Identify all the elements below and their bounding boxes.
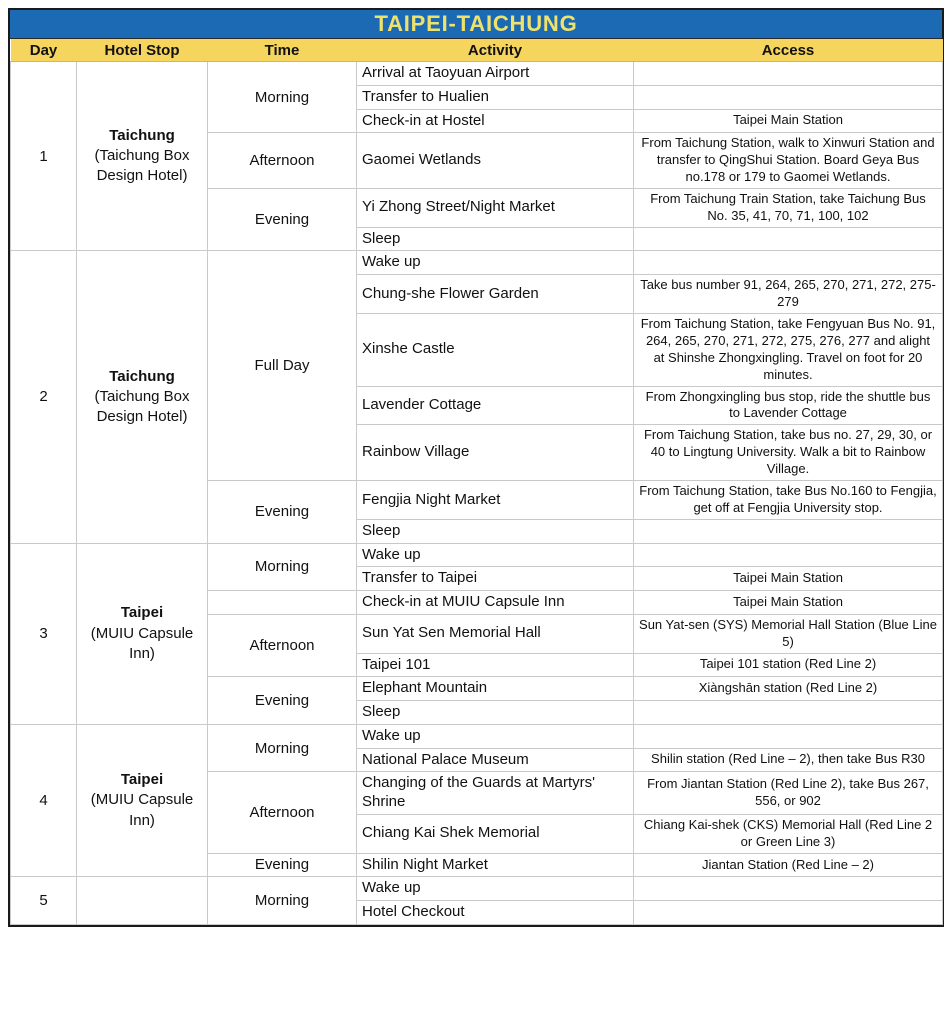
- access-cell: Take bus number 91, 264, 265, 270, 271, 272, 275-279: [634, 275, 943, 314]
- time-cell: Evening: [208, 677, 357, 725]
- day-cell: 2: [11, 251, 77, 543]
- hotel-name: Taipei: [120, 771, 164, 789]
- itinerary-row: [11, 877, 943, 901]
- column-header-day: Day: [11, 39, 77, 62]
- activity-cell: Wake up: [357, 724, 634, 748]
- activity-cell: Sun Yat Sen Memorial Hall: [357, 614, 634, 653]
- activity-cell: Arrival at Taoyuan Airport: [357, 62, 634, 86]
- hotel-detail: (Taichung Box Design Hotel): [94, 147, 190, 185]
- access-cell: [634, 519, 943, 543]
- activity-cell: Sleep: [357, 701, 634, 725]
- hotel-cell: [77, 62, 208, 251]
- time-cell: Full Day: [208, 251, 357, 481]
- access-cell: From Jiantan Station (Red Line 2), take Bus 267, 556, or 902: [634, 772, 943, 815]
- activity-cell: Check-in at Hostel: [357, 109, 634, 133]
- access-cell: [634, 227, 943, 251]
- access-cell: Taipei Main Station: [634, 591, 943, 615]
- itinerary-row: [11, 724, 943, 748]
- access-cell: Taipei Main Station: [634, 109, 943, 133]
- access-cell: [634, 701, 943, 725]
- column-header-access: Access: [634, 39, 943, 62]
- activity-cell: Changing of the Guards at Martyrs' Shrine: [357, 772, 634, 815]
- itinerary-row: [11, 251, 943, 275]
- time-cell: Afternoon: [208, 772, 357, 853]
- access-cell: [634, 724, 943, 748]
- header-row: [11, 39, 943, 62]
- access-cell: Chiang Kai-shek (CKS) Memorial Hall (Red Line 2 or Green Line 3): [634, 814, 943, 853]
- access-cell: [634, 251, 943, 275]
- itinerary-row: [11, 62, 943, 86]
- column-header-time: Time: [208, 39, 357, 62]
- activity-cell: Wake up: [357, 543, 634, 567]
- activity-cell: Wake up: [357, 877, 634, 901]
- itinerary-row: [11, 543, 943, 567]
- day-cell: 4: [11, 724, 77, 877]
- access-cell: From Taichung Station, take Fengyuan Bus No. 91, 264, 265, 270, 271, 272, 275, 276, 277 and alight at Shinshe Zhongxingling. Travel on foot for 20 minutes.: [634, 313, 943, 386]
- access-cell: Shilin station (Red Line – 2), then take Bus R30: [634, 748, 943, 772]
- hotel-name: Taichung: [109, 367, 175, 385]
- activity-cell: Gaomei Wetlands: [357, 133, 634, 189]
- hotel-cell: [77, 543, 208, 724]
- access-cell: From Taichung Station, walk to Xinwuri Station and transfer to QingShui Station. Board Geya Bus no.178 or 179 to Gaomei Wetlands.: [634, 133, 943, 189]
- activity-cell: Sleep: [357, 519, 634, 543]
- activity-cell: Rainbow Village: [357, 425, 634, 481]
- activity-cell: Shilin Night Market: [357, 853, 634, 877]
- activity-cell: Taipei 101: [357, 653, 634, 677]
- column-header-hotel-stop: Hotel Stop: [77, 39, 208, 62]
- access-cell: [634, 85, 943, 109]
- hotel-cell: [77, 724, 208, 877]
- activity-cell: Fengjia Night Market: [357, 481, 634, 520]
- time-cell: Afternoon: [208, 614, 357, 677]
- access-cell: Taipei Main Station: [634, 567, 943, 591]
- itinerary-table-frame: [8, 8, 944, 927]
- activity-cell: Sleep: [357, 227, 634, 251]
- activity-cell: National Palace Museum: [357, 748, 634, 772]
- access-cell: [634, 901, 943, 925]
- activity-cell: Elephant Mountain: [357, 677, 634, 701]
- access-cell: [634, 877, 943, 901]
- hotel-cell: [77, 251, 208, 543]
- hotel-name: Taichung: [109, 126, 175, 144]
- activity-cell: Xinshe Castle: [357, 313, 634, 386]
- access-cell: Sun Yat-sen (SYS) Memorial Hall Station (Blue Line 5): [634, 614, 943, 653]
- activity-cell: Hotel Checkout: [357, 901, 634, 925]
- time-cell: Morning: [208, 62, 357, 133]
- activity-cell: Transfer to Hualien: [357, 85, 634, 109]
- activity-cell: Check-in at MUIU Capsule Inn: [357, 591, 634, 615]
- itinerary-body: [11, 62, 943, 925]
- activity-cell: Transfer to Taipei: [357, 567, 634, 591]
- time-cell: Afternoon: [208, 133, 357, 189]
- access-cell: [634, 543, 943, 567]
- time-cell: Morning: [208, 877, 357, 925]
- hotel-detail: (MUIU Capsule Inn): [90, 791, 194, 829]
- activity-cell: Yi Zhong Street/Night Market: [357, 188, 634, 227]
- access-cell: [634, 62, 943, 86]
- access-cell: From Taichung Station, take Bus No.160 to Fengjia, get off at Fengjia University stop.: [634, 481, 943, 520]
- hotel-name: Taipei: [120, 604, 164, 622]
- time-cell: Evening: [208, 188, 357, 251]
- access-cell: From Taichung Station, take bus no. 27, 29, 30, or 40 to Lingtung University. Walk a bit to Rainbow Village.: [634, 425, 943, 481]
- itinerary-table: [10, 39, 943, 925]
- itinerary-sheet: [8, 8, 944, 927]
- access-cell: From Zhongxingling bus stop, ride the shuttle bus to Lavender Cottage: [634, 386, 943, 425]
- day-cell: 3: [11, 543, 77, 724]
- access-cell: Taipei 101 station (Red Line 2): [634, 653, 943, 677]
- access-cell: Jiantan Station (Red Line – 2): [634, 853, 943, 877]
- hotel-cell: [77, 877, 208, 925]
- time-cell: Morning: [208, 724, 357, 772]
- day-cell: 5: [11, 877, 77, 925]
- time-cell: [208, 591, 357, 615]
- activity-cell: Chung-she Flower Garden: [357, 275, 634, 314]
- activity-cell: Chiang Kai Shek Memorial: [357, 814, 634, 853]
- activity-cell: Lavender Cottage: [357, 386, 634, 425]
- time-cell: Evening: [208, 853, 357, 877]
- time-cell: Morning: [208, 543, 357, 591]
- hotel-detail: (MUIU Capsule Inn): [90, 624, 194, 662]
- time-cell: Evening: [208, 481, 357, 544]
- activity-cell: Wake up: [357, 251, 634, 275]
- access-cell: From Taichung Train Station, take Taichung Bus No. 35, 41, 70, 71, 100, 102: [634, 188, 943, 227]
- access-cell: Xiàngshān station (Red Line 2): [634, 677, 943, 701]
- itinerary-title: TAIPEI-TAICHUNG: [10, 10, 942, 39]
- column-header-activity: Activity: [357, 39, 634, 62]
- day-cell: 1: [11, 62, 77, 251]
- hotel-detail: (Taichung Box Design Hotel): [94, 387, 190, 426]
